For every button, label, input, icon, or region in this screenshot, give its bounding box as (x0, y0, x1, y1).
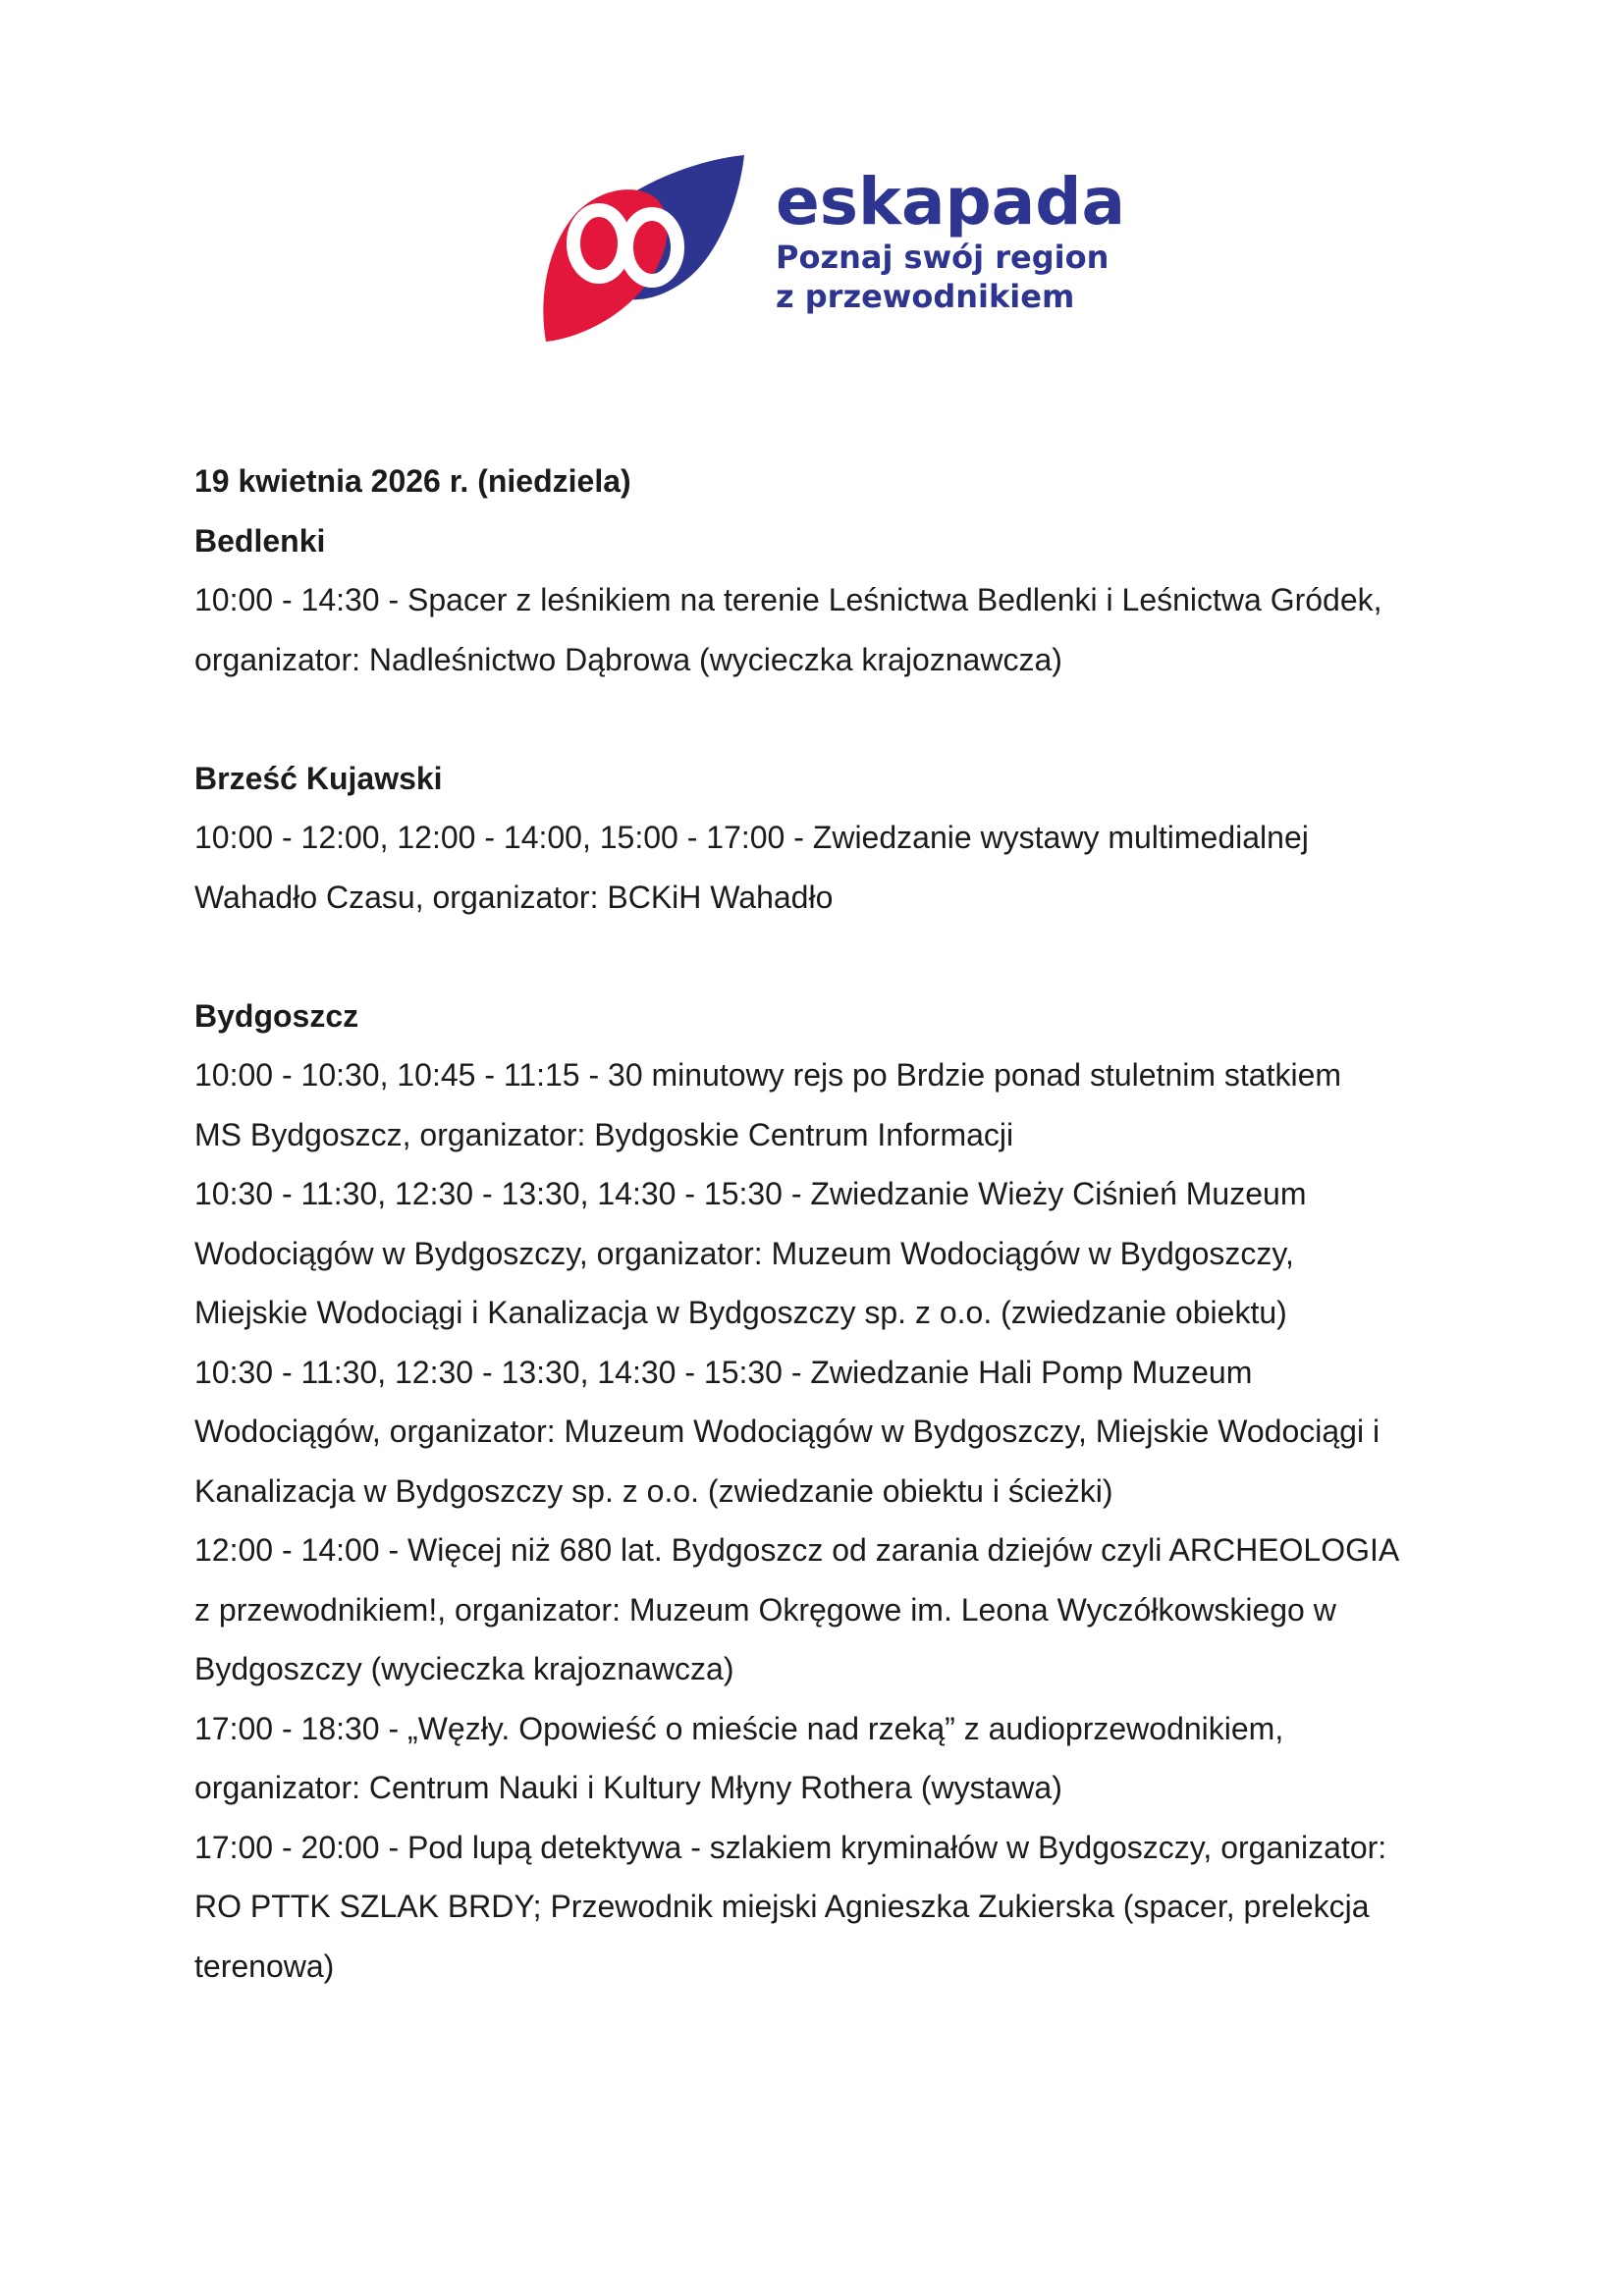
event-line: Miejskie Wodociągi i Kanalizacja w Bydgoszczy sp. z o.o. (zwiedzanie obiektu) (194, 1295, 1287, 1330)
logo-brand-name: eskapada (776, 164, 1126, 240)
event-line: terenowa) (194, 1948, 335, 1984)
event-line: 17:00 - 18:30 - „Węzły. Opowieść o mieście nad rzeką” z audioprzewodnikiem, (194, 1710, 1284, 1746)
event-line: z przewodnikiem!, organizator: Muzeum Okręgowe im. Leona Wyczółkowskiego w (194, 1591, 1336, 1628)
event-line: 10:00 - 14:30 - Spacer z leśnikiem na terenie Leśnictwa Bedlenki i Leśnictwa Gródek, (194, 582, 1382, 617)
eskapada-logo (536, 149, 1126, 347)
event-line: 10:30 - 11:30, 12:30 - 13:30, 14:30 - 15:30 - Zwiedzanie Wieży Ciśnień Muzeum (194, 1176, 1307, 1211)
event-line: RO PTTK SZLAK BRDY; Przewodnik miejski Agnieszka Zukierska (spacer, prelekcja (194, 1889, 1370, 1924)
place-heading-bedlenki: Bedlenki (194, 522, 326, 559)
event-line: Wodociągów, organizator: Muzeum Wodociągów w Bydgoszczy, Miejskie Wodociągi i (194, 1414, 1380, 1449)
event-date-heading: 19 kwietnia 2026 r. (niedziela) (194, 463, 631, 499)
event-line: 17:00 - 20:00 - Pod lupą detektywa - szlakiem kryminałów w Bydgoszczy, organizator: (194, 1829, 1387, 1865)
event-line: Bydgoszczy (wycieczka krajoznawcza) (194, 1651, 734, 1686)
event-line: MS Bydgoszcz, organizator: Bydgoskie Centrum Informacji (194, 1116, 1014, 1152)
logo-text (776, 164, 1126, 316)
eskapada-logo-icon (536, 149, 754, 347)
event-line: Wahadło Czasu, organizator: BCKiH Wahadło (194, 879, 834, 915)
event-line: 12:00 - 14:00 - Więcej niż 680 lat. Bydgoszcz od zarania dziejów czyli ARCHEOLOGIA (194, 1532, 1400, 1568)
event-line: 10:00 - 10:30, 10:45 - 11:15 - 30 minutowy rejs po Brdzie ponad stuletnim statkiem (194, 1057, 1342, 1093)
section-spacer (194, 927, 1451, 987)
place-heading-brzesc-kujawski: Brześć Kujawski (194, 760, 443, 796)
event-line: organizator: Nadleśnictwo Dąbrowa (wycieczka krajoznawcza) (194, 641, 1062, 677)
section-spacer (194, 689, 1451, 749)
place-heading-bydgoszcz: Bydgoszcz (194, 997, 359, 1034)
event-line: 10:00 - 12:00, 12:00 - 14:00, 15:00 - 17:00 - Zwiedzanie wystawy multimedialnej (194, 820, 1309, 855)
event-line: organizator: Centrum Nauki i Kultury Młyny Rothera (wystawa) (194, 1770, 1062, 1805)
logo-tagline-line-1: Poznaj swój region (776, 239, 1110, 276)
event-line: 10:30 - 11:30, 12:30 - 13:30, 14:30 - 15:30 - Zwiedzanie Hali Pomp Muzeum (194, 1354, 1253, 1390)
document-body (194, 452, 1451, 1996)
event-line: Wodociągów w Bydgoszczy, organizator: Muzeum Wodociągów w Bydgoszczy, (194, 1235, 1294, 1271)
logo-tagline-line-2: z przewodnikiem (776, 278, 1075, 315)
event-line: Kanalizacja w Bydgoszczy sp. z o.o. (zwiedzanie obiektu i ścieżki) (194, 1472, 1113, 1509)
